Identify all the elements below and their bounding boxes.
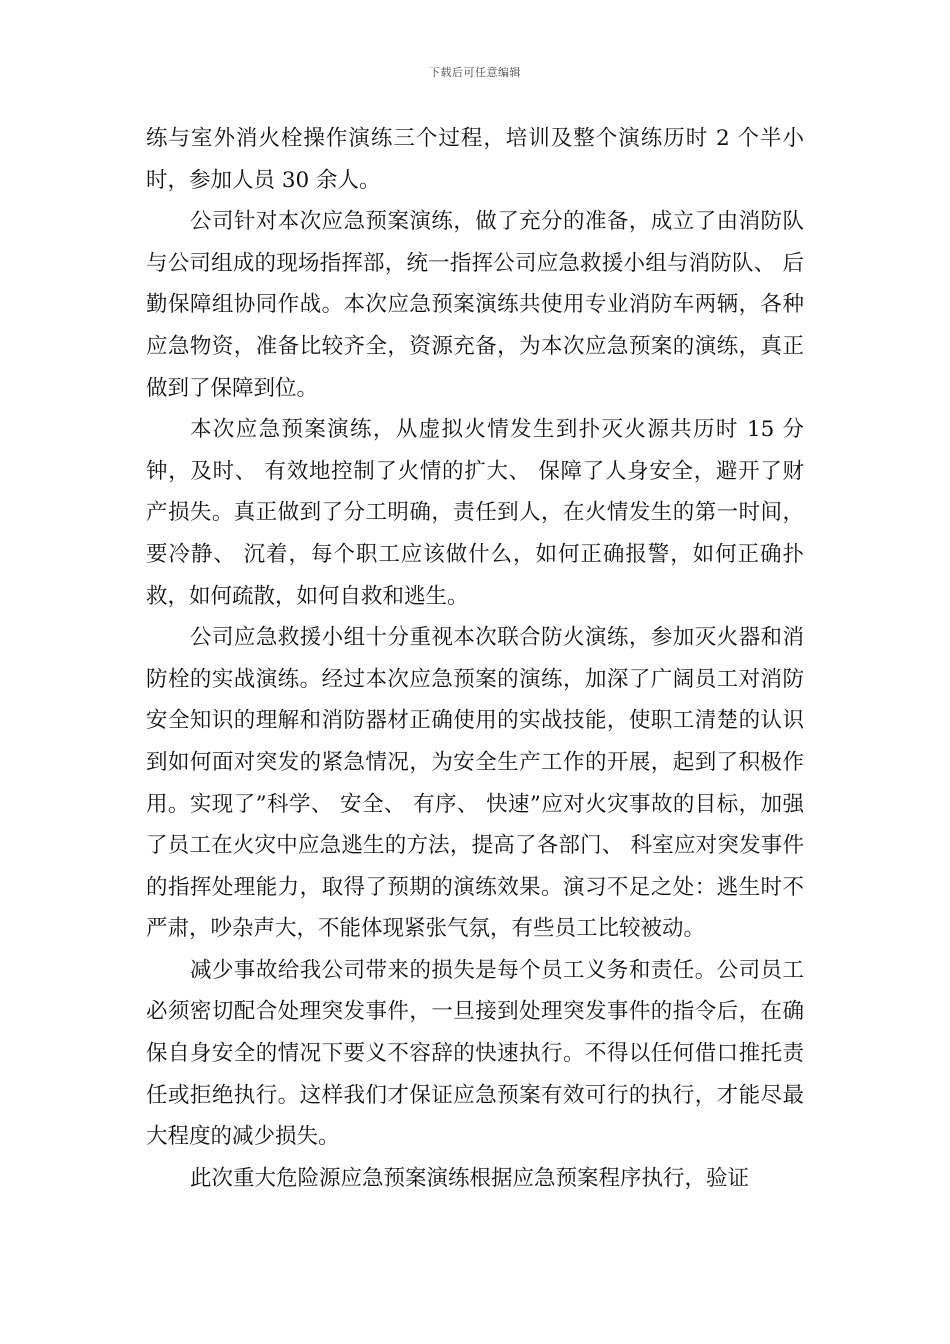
document-body	[146, 118, 804, 1199]
paragraph-drill-results: 公司应急救援小组十分重视本次联合防火演练，参加灭火器和消防栓的实战演练。经过本次应急预案的演练，加深了广阔员工对消防安全知识的理解和消防器材正确使用的实战技能，使职工清楚的认识到如何面对突发的紧急情况，为安全生产工作的开展，起到了积极作用。实现了”科学、 安全、 有序、 快速”应对火灾事故的目标，加强了员工在火灾中应急逃生的方法，提高了各部门、 科室应对突发事件的指挥处理能力，取得了预期的演练效果。演习不足之处：逃生时不严肃，吵杂声大，不能体现紧张气氛，有些员工比较被动。	[146, 625, 804, 942]
page-header-note: 下载后可任意编辑	[429, 66, 521, 79]
paragraph-drill-timing: 本次应急预案演练，从虚拟火情发生到扑灭火源共历时 15 分钟，及时、 有效地控制了火情的扩大、 保障了人身安全，避开了财产损失。真正做到了分工明确，责任到人，在火情发生的第一时间，要冷静、 沉着，每个职工应该做什么，如何正确报警，如何正确扑救，如何疏散，如何自救和逃生。	[146, 417, 804, 609]
paragraph-preparation: 公司针对本次应急预案演练，做了充分的准备，成立了由消防队与公司组成的现场指挥部，统一指挥公司应急救援小组与消防队、 后勤保障组协同作战。本次应急预案演练共使用专业消防车两辆，各种应急物资，准备比较齐全，资源充备，为本次应急预案的演练，真正做到了保障到位。	[146, 209, 804, 401]
paragraph-continuation: 练与室外消火栓操作演练三个过程，培训及整个演练历时 2 个半小时，参加人员 30 余人。	[146, 126, 804, 193]
paragraph-responsibility: 减少事故给我公司带来的损失是每个员工义务和责任。公司员工必须密切配合处理突发事件，一旦接到处理突发事件的指令后，在确保自身安全的情况下要义不容辞的快速执行。不得以任何借口推托责任或拒绝执行。这样我们才保证应急预案有效可行的执行，才能尽最大程度的减少损失。	[146, 957, 804, 1150]
paragraph-verification: 此次重大危险源应急预案演练根据应急预案程序执行，验证	[190, 1165, 750, 1191]
